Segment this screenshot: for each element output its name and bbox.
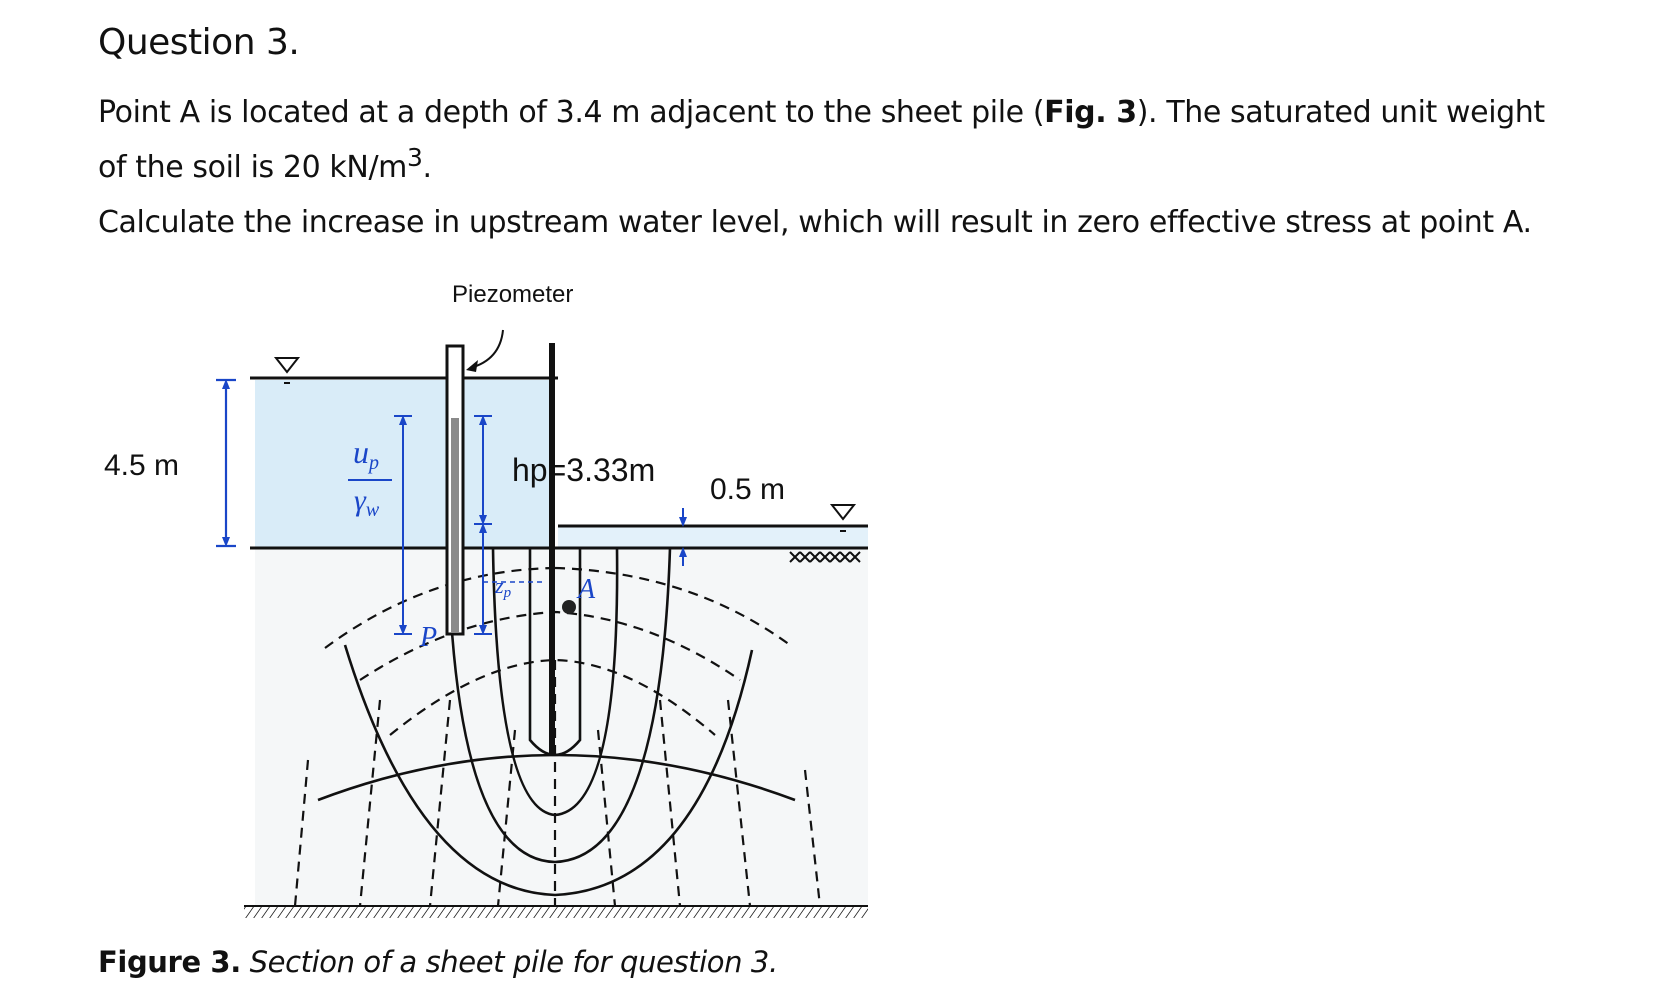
- sheet-pile: [549, 343, 555, 755]
- pressure-numerator: u: [353, 434, 369, 470]
- downstream-depth-label: 0.5 m: [710, 473, 786, 506]
- head-label: hp=3.33m: [512, 452, 656, 488]
- point-a-marker: [562, 600, 576, 614]
- point-a-label: A: [578, 574, 596, 605]
- pressure-numerator-sub: p: [369, 452, 379, 474]
- statement-end: .: [422, 150, 432, 185]
- impermeable-base: [244, 906, 868, 918]
- pressure-denominator: γ: [354, 484, 366, 517]
- caption-text: Section of a sheet pile for question 3.: [249, 945, 778, 979]
- question-title: Question 3.: [98, 22, 300, 63]
- figure-caption: [98, 945, 778, 979]
- upstream-depth-dimension: [216, 380, 236, 546]
- figure-reference: Fig. 3: [1044, 95, 1137, 130]
- caption-label: Figure 3.: [98, 945, 241, 979]
- upstream-height-label: 4.5 m: [104, 449, 180, 482]
- unit-exponent: 3: [406, 143, 423, 172]
- pressure-denominator-sub: w: [365, 499, 380, 521]
- piezometer-tube: [447, 346, 463, 634]
- sheet-pile-figure: [0, 270, 1657, 940]
- downstream-water: [558, 526, 868, 548]
- point-p-label: P: [420, 622, 438, 653]
- statement-lead: Point A is located at a depth of 3.4 m adjacent to the sheet pile (: [98, 95, 1045, 130]
- piezometer-pointer: [470, 330, 503, 368]
- question-statement: [98, 90, 1578, 190]
- elevation-head-label: zp: [495, 573, 512, 601]
- question-task: Calculate the increase in upstream water level, which will result in zero effective stress at point A.: [98, 205, 1532, 240]
- piezometer-label: Piezometer: [452, 281, 574, 308]
- soil-region: [255, 548, 868, 906]
- upstream-water: [255, 380, 555, 548]
- statement-tail: ). The saturated unit weight of the soil is 20 kN/m: [98, 95, 1545, 185]
